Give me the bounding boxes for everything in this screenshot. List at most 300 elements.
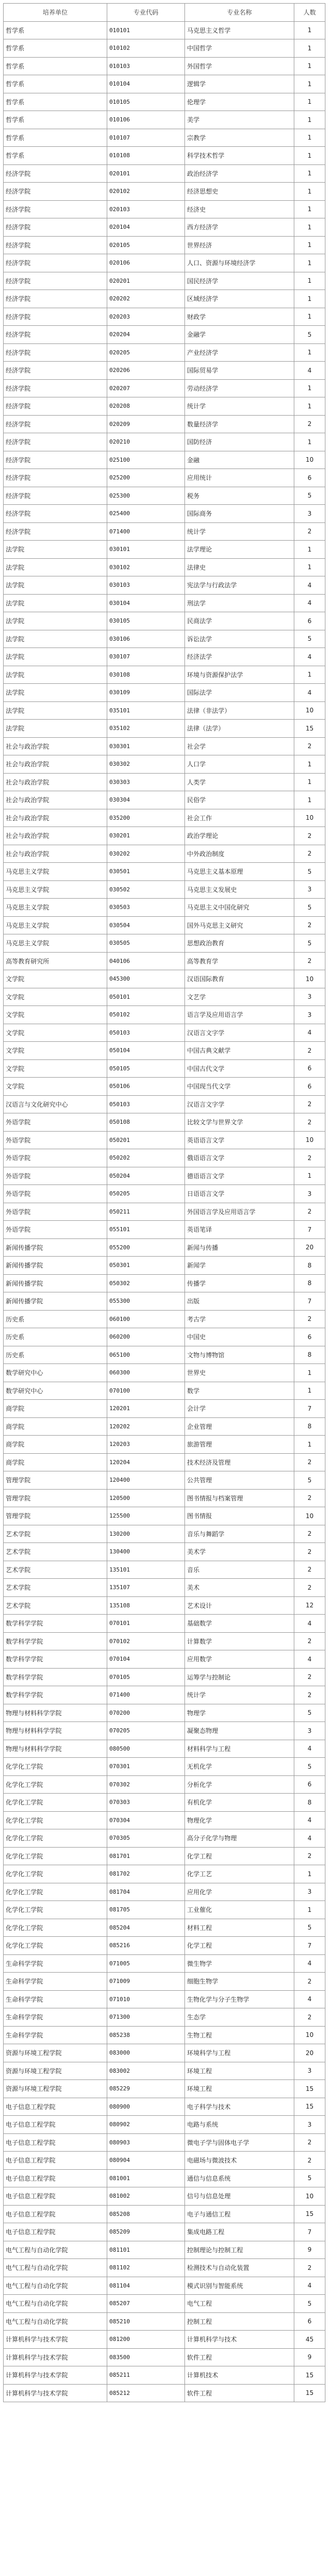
cell-major: 信号与信息处理: [185, 2187, 294, 2206]
cell-unit: 法学院: [4, 666, 107, 684]
cell-major: 出版: [185, 1292, 294, 1311]
cell-count: 15: [294, 720, 325, 738]
table-row: [4, 129, 325, 147]
cell-code: 020204: [107, 326, 185, 344]
cell-code: 070101: [107, 1615, 185, 1633]
cell-code: 080900: [107, 2098, 185, 2116]
cell-unit: 社会与政治学院: [4, 755, 107, 774]
cell-code: 085216: [107, 1937, 185, 1955]
cell-major: 新闻与传播: [185, 1238, 294, 1257]
cell-unit: 经济学院: [4, 505, 107, 523]
cell-unit: 马克思主义学院: [4, 934, 107, 953]
table-row: [4, 1024, 325, 1042]
cell-unit: 计算机科学与技术学院: [4, 2384, 107, 2402]
cell-count: 5: [294, 2169, 325, 2187]
cell-count: 8: [294, 1346, 325, 1364]
cell-unit: 哲学系: [4, 75, 107, 93]
cell-unit: 文学院: [4, 1042, 107, 1060]
table-row: [4, 1346, 325, 1364]
cell-unit: 经济学院: [4, 379, 107, 397]
table-row: [4, 397, 325, 416]
table-row: [4, 2152, 325, 2170]
cell-code: 085210: [107, 2312, 185, 2331]
table-row: [4, 200, 325, 218]
table-row: [4, 899, 325, 917]
cell-code: 081701: [107, 1847, 185, 1865]
cell-code: 030302: [107, 755, 185, 774]
table-row: [4, 558, 325, 576]
cell-unit: 经济学院: [4, 343, 107, 362]
cell-unit: 经济学院: [4, 308, 107, 326]
cell-code: 081101: [107, 2241, 185, 2259]
table-row: [4, 1364, 325, 1382]
cell-count: 10: [294, 701, 325, 720]
table-row: [4, 701, 325, 720]
cell-unit: 经济学院: [4, 183, 107, 201]
cell-code: 120400: [107, 1471, 185, 1490]
cell-unit: 化学化工学院: [4, 1794, 107, 1812]
table-row: [4, 666, 325, 684]
cell-unit: 外语学院: [4, 1185, 107, 1203]
cell-unit: 计算机科学与技术学院: [4, 2366, 107, 2385]
cell-code: 071005: [107, 1954, 185, 1973]
cell-count: 1: [294, 218, 325, 237]
cell-count: 1: [294, 1364, 325, 1382]
table-row: [4, 2331, 325, 2349]
cell-code: 070301: [107, 1758, 185, 1776]
cell-count: 1: [294, 773, 325, 791]
cell-unit: 经济学院: [4, 397, 107, 416]
cell-count: 7: [294, 1400, 325, 1418]
table-row: [4, 505, 325, 523]
table-row: [4, 1525, 325, 1543]
cell-major: 图书情报: [185, 1507, 294, 1525]
table-row: [4, 541, 325, 559]
cell-count: 2: [294, 2152, 325, 2170]
cell-major: 税务: [185, 487, 294, 505]
cell-code: 020104: [107, 218, 185, 237]
cell-major: 软件工程: [185, 2384, 294, 2402]
table-row: [4, 57, 325, 75]
cell-major: 微生物学: [185, 1954, 294, 1973]
cell-code: 050211: [107, 1203, 185, 1221]
table-row: [4, 1650, 325, 1669]
cell-code: 050104: [107, 1042, 185, 1060]
table-row: [4, 594, 325, 612]
cell-count: 2: [294, 1310, 325, 1328]
cell-unit: 历史系: [4, 1310, 107, 1328]
table-row: [4, 290, 325, 308]
cell-count: 3: [294, 1722, 325, 1740]
cell-major: 比较文学与世界文学: [185, 1113, 294, 1132]
cell-count: 1: [294, 254, 325, 272]
cell-major: 通信与信息系统: [185, 2169, 294, 2187]
cell-unit: 生命科学学院: [4, 1990, 107, 2008]
table-row: [4, 576, 325, 595]
table-row: [4, 2223, 325, 2241]
table-row: [4, 1417, 325, 1436]
cell-unit: 法学院: [4, 720, 107, 738]
cell-unit: 社会与政治学院: [4, 827, 107, 845]
cell-major: 马克思主义发展史: [185, 880, 294, 899]
table-row: [4, 684, 325, 702]
cell-unit: 经济学院: [4, 487, 107, 505]
cell-count: 3: [294, 2062, 325, 2080]
cell-major: 凝聚态物理: [185, 1722, 294, 1740]
table-row: [4, 1990, 325, 2008]
cell-count: 3: [294, 1006, 325, 1024]
cell-major: 政治经济学: [185, 164, 294, 183]
table-row: [4, 326, 325, 344]
table-row: [4, 2169, 325, 2187]
table-row: [4, 2098, 325, 2116]
cell-count: 6: [294, 1059, 325, 1078]
cell-count: 9: [294, 2348, 325, 2366]
cell-unit: 电子信息工程学院: [4, 2098, 107, 2116]
cell-major: 数学: [185, 1382, 294, 1400]
table-row: [4, 2062, 325, 2080]
cell-unit: 经济学院: [4, 200, 107, 218]
cell-unit: 商学院: [4, 1453, 107, 1471]
table-row: [4, 1436, 325, 1454]
cell-code: 065100: [107, 1346, 185, 1364]
cell-count: 4: [294, 1954, 325, 1973]
cell-major: 国际商务: [185, 505, 294, 523]
cell-count: 1: [294, 343, 325, 362]
cell-count: 1: [294, 558, 325, 576]
cell-code: 070304: [107, 1811, 185, 1829]
cell-unit: 物理与材料科学学院: [4, 1704, 107, 1722]
cell-count: 1: [294, 111, 325, 129]
table-row: [4, 827, 325, 845]
cell-count: 10: [294, 451, 325, 469]
cell-count: 4: [294, 576, 325, 595]
table-row: [4, 2205, 325, 2223]
cell-count: 1: [294, 147, 325, 165]
cell-major: 中外政治制度: [185, 845, 294, 863]
cell-count: 10: [294, 1131, 325, 1149]
cell-count: 4: [294, 684, 325, 702]
cell-count: 1: [294, 272, 325, 290]
cell-code: 050102: [107, 1006, 185, 1024]
cell-count: 4: [294, 1990, 325, 2008]
cell-count: 5: [294, 863, 325, 881]
cell-major: 图书情报与档案管理: [185, 1489, 294, 1507]
cell-major: 电路与系统: [185, 2116, 294, 2134]
cell-major: 高分子化学与物理: [185, 1829, 294, 1848]
cell-code: 080903: [107, 2133, 185, 2152]
cell-code: 085208: [107, 2205, 185, 2223]
cell-major: 传播学: [185, 1274, 294, 1292]
cell-major: 社会工作: [185, 809, 294, 827]
cell-count: 1: [294, 1167, 325, 1185]
table-row: [4, 433, 325, 451]
cell-major: 劳动经济学: [185, 379, 294, 397]
table-row: [4, 1758, 325, 1776]
table-row: [4, 1221, 325, 1239]
table-row: [4, 1167, 325, 1185]
cell-count: 2: [294, 1686, 325, 1704]
cell-major: 外国语言学及应用语言学: [185, 1203, 294, 1221]
cell-major: 生态学: [185, 2008, 294, 2027]
table-row: [4, 469, 325, 487]
cell-code: 081001: [107, 2169, 185, 2187]
cell-code: 010106: [107, 111, 185, 129]
cell-unit: 资源与环境工程学院: [4, 2080, 107, 2098]
cell-code: 030304: [107, 791, 185, 809]
cell-code: 035101: [107, 701, 185, 720]
table-row: [4, 1775, 325, 1794]
cell-code: 030502: [107, 880, 185, 899]
cell-count: 4: [294, 648, 325, 666]
cell-unit: 商学院: [4, 1436, 107, 1454]
cell-major: 化学工程: [185, 1937, 294, 1955]
cell-count: 2: [294, 1525, 325, 1543]
cell-major: 马克思主义基本原理: [185, 863, 294, 881]
cell-code: 050101: [107, 988, 185, 1006]
cell-unit: 化学化工学院: [4, 1883, 107, 1901]
cell-code: 135107: [107, 1579, 185, 1597]
cell-unit: 艺术学院: [4, 1525, 107, 1543]
cell-unit: 数学研究中心: [4, 1382, 107, 1400]
header-major: 专业名称: [185, 4, 294, 22]
cell-unit: 经济学院: [4, 326, 107, 344]
cell-code: 030106: [107, 630, 185, 648]
cell-unit: 新闻传播学院: [4, 1257, 107, 1275]
cell-major: 世界史: [185, 1364, 294, 1382]
cell-unit: 电气工程与自动化学院: [4, 2277, 107, 2295]
table-row: [4, 1561, 325, 1579]
table-row: [4, 1400, 325, 1418]
cell-code: 030505: [107, 934, 185, 953]
cell-unit: 资源与环境工程学院: [4, 2044, 107, 2062]
cell-count: 2: [294, 1203, 325, 1221]
cell-unit: 法学院: [4, 684, 107, 702]
table-row: [4, 272, 325, 290]
cell-count: 7: [294, 1937, 325, 1955]
cell-code: 020210: [107, 433, 185, 451]
cell-code: 020206: [107, 362, 185, 380]
cell-unit: 数学科学学院: [4, 1668, 107, 1686]
cell-unit: 化学化工学院: [4, 1758, 107, 1776]
table-row: [4, 39, 325, 58]
table-row: [4, 1095, 325, 1113]
cell-code: 070303: [107, 1794, 185, 1812]
cell-count: 3: [294, 505, 325, 523]
cell-code: 083000: [107, 2044, 185, 2062]
cell-code: 030201: [107, 827, 185, 845]
cell-major: 环境科学与工程: [185, 2044, 294, 2062]
table-row: [4, 1722, 325, 1740]
cell-major: 中国古代文学: [185, 1059, 294, 1078]
cell-major: 西方经济学: [185, 218, 294, 237]
cell-code: 085211: [107, 2366, 185, 2385]
cell-major: 运筹学与控制论: [185, 1668, 294, 1686]
cell-code: 025400: [107, 505, 185, 523]
cell-unit: 文学院: [4, 970, 107, 988]
cell-major: 公共管理: [185, 1471, 294, 1490]
cell-count: 2: [294, 916, 325, 934]
cell-unit: 哲学系: [4, 21, 107, 39]
cell-code: 060200: [107, 1328, 185, 1346]
cell-code: 120202: [107, 1417, 185, 1436]
cell-unit: 哲学系: [4, 129, 107, 147]
table-row: [4, 1059, 325, 1078]
table-row: [4, 916, 325, 934]
cell-unit: 哲学系: [4, 93, 107, 111]
cell-count: 15: [294, 2366, 325, 2385]
cell-code: 071300: [107, 2008, 185, 2027]
cell-code: 081002: [107, 2187, 185, 2206]
cell-count: 1: [294, 164, 325, 183]
cell-code: 071400: [107, 522, 185, 541]
cell-major: 统计学: [185, 1686, 294, 1704]
cell-code: 020102: [107, 183, 185, 201]
cell-code: 050204: [107, 1167, 185, 1185]
cell-count: 6: [294, 469, 325, 487]
cell-major: 材料科学与工程: [185, 1740, 294, 1758]
table-row: [4, 1078, 325, 1096]
cell-major: 宗教学: [185, 129, 294, 147]
cell-code: 070305: [107, 1829, 185, 1848]
table-row: [4, 1704, 325, 1722]
cell-count: 1: [294, 236, 325, 254]
cell-unit: 电子信息工程学院: [4, 2116, 107, 2134]
cell-count: 2: [294, 522, 325, 541]
cell-major: 国外马克思主义研究: [185, 916, 294, 934]
cell-code: 030501: [107, 863, 185, 881]
cell-major: 宪法学与行政法学: [185, 576, 294, 595]
cell-major: 企业管理: [185, 1417, 294, 1436]
cell-code: 045300: [107, 970, 185, 988]
cell-major: 刑法学: [185, 594, 294, 612]
cell-count: 1: [294, 755, 325, 774]
cell-code: 060100: [107, 1310, 185, 1328]
cell-major: 音乐与舞蹈学: [185, 1525, 294, 1543]
cell-unit: 马克思主义学院: [4, 863, 107, 881]
cell-count: 20: [294, 2044, 325, 2062]
cell-count: 4: [294, 1650, 325, 1669]
cell-unit: 经济学院: [4, 451, 107, 469]
header-count: 人数: [294, 4, 325, 22]
cell-code: 070200: [107, 1704, 185, 1722]
cell-code: 050103: [107, 1095, 185, 1113]
cell-code: 120500: [107, 1489, 185, 1507]
cell-unit: 化学化工学院: [4, 1775, 107, 1794]
table-row: [4, 1901, 325, 1919]
cell-unit: 生命科学学院: [4, 1973, 107, 1991]
cell-code: 020103: [107, 200, 185, 218]
cell-major: 考古学: [185, 1310, 294, 1328]
cell-count: 5: [294, 630, 325, 648]
cell-major: 工业催化: [185, 1901, 294, 1919]
cell-code: 030105: [107, 612, 185, 630]
cell-major: 财政学: [185, 308, 294, 326]
cell-unit: 社会与政治学院: [4, 791, 107, 809]
cell-unit: 历史系: [4, 1346, 107, 1364]
cell-unit: 文学院: [4, 1024, 107, 1042]
cell-unit: 生命科学学院: [4, 1954, 107, 1973]
cell-major: 生物化学与分子生物学: [185, 1990, 294, 2008]
cell-unit: 外语学院: [4, 1203, 107, 1221]
cell-unit: 电子信息工程学院: [4, 2133, 107, 2152]
cell-count: 4: [294, 594, 325, 612]
cell-count: 3: [294, 1185, 325, 1203]
cell-major: 统计学: [185, 397, 294, 416]
cell-code: 050106: [107, 1078, 185, 1096]
table-row: [4, 612, 325, 630]
cell-unit: 电气工程与自动化学院: [4, 2295, 107, 2313]
cell-unit: 汉语言与文化研究中心: [4, 1095, 107, 1113]
cell-unit: 外语学院: [4, 1131, 107, 1149]
cell-count: 10: [294, 1507, 325, 1525]
cell-major: 经济史: [185, 200, 294, 218]
table-row: [4, 755, 325, 774]
cell-code: 120203: [107, 1436, 185, 1454]
cell-unit: 法学院: [4, 648, 107, 666]
cell-major: 思想政治教育: [185, 934, 294, 953]
cell-count: 1: [294, 183, 325, 201]
cell-major: 金融: [185, 451, 294, 469]
cell-code: 081102: [107, 2259, 185, 2277]
cell-code: 035200: [107, 809, 185, 827]
cell-unit: 新闻传播学院: [4, 1238, 107, 1257]
cell-count: 2: [294, 415, 325, 433]
cell-count: 2: [294, 1042, 325, 1060]
cell-code: 010103: [107, 57, 185, 75]
cell-code: 010108: [107, 147, 185, 165]
cell-unit: 法学院: [4, 558, 107, 576]
cell-count: 5: [294, 1758, 325, 1776]
cell-unit: 新闻传播学院: [4, 1292, 107, 1311]
cell-count: 2: [294, 1561, 325, 1579]
table-row: [4, 1954, 325, 1973]
cell-code: 050301: [107, 1257, 185, 1275]
cell-unit: 文学院: [4, 1006, 107, 1024]
cell-unit: 外语学院: [4, 1221, 107, 1239]
cell-unit: 经济学院: [4, 236, 107, 254]
table-row: [4, 1203, 325, 1221]
cell-count: 4: [294, 362, 325, 380]
cell-count: 2: [294, 952, 325, 970]
cell-unit: 数学科学学院: [4, 1632, 107, 1650]
cell-major: 艺术设计: [185, 1596, 294, 1615]
table-row: [4, 21, 325, 39]
cell-count: 1: [294, 1901, 325, 1919]
cell-code: 050205: [107, 1185, 185, 1203]
cell-unit: 计算机科学与技术学院: [4, 2348, 107, 2366]
cell-unit: 化学化工学院: [4, 1919, 107, 1937]
cell-count: 5: [294, 1704, 325, 1722]
cell-major: 应用统计: [185, 469, 294, 487]
cell-code: 070205: [107, 1722, 185, 1740]
cell-code: 050103: [107, 1024, 185, 1042]
table-row: [4, 1113, 325, 1132]
table-row: [4, 1865, 325, 1883]
cell-unit: 数学科学学院: [4, 1650, 107, 1669]
cell-count: 1: [294, 397, 325, 416]
cell-unit: 管理学院: [4, 1507, 107, 1525]
cell-major: 微电子学与固体电子学: [185, 2133, 294, 2152]
cell-code: 081104: [107, 2277, 185, 2295]
cell-count: 10: [294, 2026, 325, 2044]
cell-major: 检测技术与自动化装置: [185, 2259, 294, 2277]
cell-code: 050105: [107, 1059, 185, 1078]
cell-count: 5: [294, 326, 325, 344]
cell-count: 5: [294, 1919, 325, 1937]
cell-code: 071400: [107, 1686, 185, 1704]
cell-code: 030101: [107, 541, 185, 559]
